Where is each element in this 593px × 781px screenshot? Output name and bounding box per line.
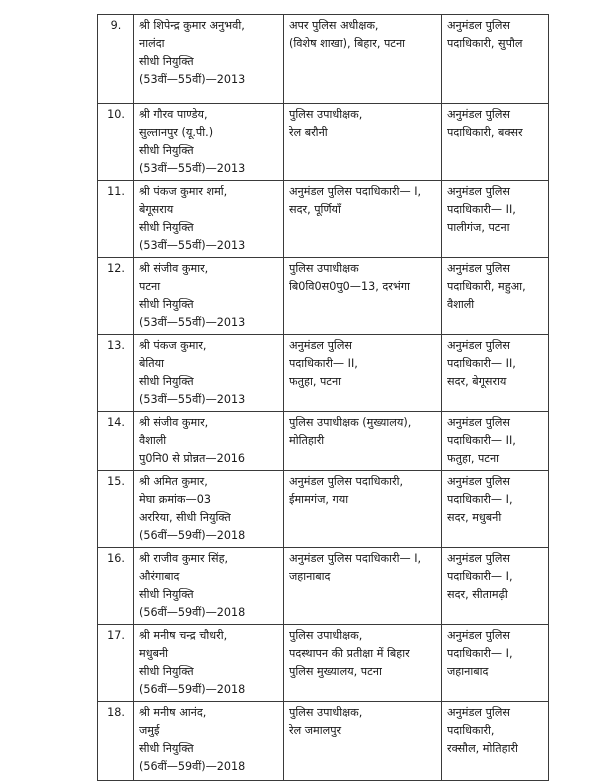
officer-appointment: सीधी नियुक्ति [139,742,194,755]
officer-cell [134,181,284,258]
new-posting-line: अनुमंडल पुलिस [447,19,510,32]
officer-name: श्री राजीव कुमार सिंह, [139,552,229,565]
new-posting-line: फतुहा, पटना [447,452,500,465]
officer-district: मधुबनी [139,647,169,660]
officer-appointment: सीधी नियुक्ति [139,665,194,678]
current-posting-line: अनुमंडल पुलिस पदाधिकारी— I, [289,552,422,565]
officer-appointment: सीधी नियुक्ति [139,144,194,157]
officer-appointment: सीधी नियुक्ति [139,55,194,68]
new-posting-line: अनुमंडल पुलिस [447,108,510,121]
table-row [98,181,549,258]
new-posting-line: पदाधिकारी— II, [447,357,516,370]
new-posting-line: पदाधिकारी— I, [447,570,513,583]
officer-batch: (56वीं—59वीं)—2018 [139,529,246,542]
current-posting-cell [284,702,442,781]
officer-name: श्री मनीष आनंद, [139,706,207,719]
current-posting-line: (विशेष शाखा), बिहार, पटना [289,37,406,50]
current-posting-line: अनुमंडल पुलिस [289,339,352,352]
current-posting-line: अपर पुलिस अधीक्षक, [289,19,379,32]
new-posting-cell [442,104,549,181]
officer-cell [134,335,284,412]
officer-merit-number: मेघा क्रमांक—03 [139,493,211,506]
current-posting-cell [284,471,442,548]
serial-number: 13. [98,335,134,412]
new-posting-line: पदाधिकारी— I, [447,647,513,660]
new-posting-line: रक्सौल, मोतिहारी [447,742,518,755]
officer-cell [134,104,284,181]
current-posting-line: रेल जमालपुर [289,724,342,737]
officer-cell [134,625,284,702]
table-row [98,104,549,181]
new-posting-cell [442,181,549,258]
officer-batch: (53वीं—55वीं)—2013 [139,162,246,175]
officer-cell [134,548,284,625]
current-posting-line: पुलिस मुख्यालय, पटना [289,665,382,678]
current-posting-cell [284,181,442,258]
officer-cell [134,258,284,335]
current-posting-line: अनुमंडल पुलिस पदाधिकारी— I, [289,185,422,198]
new-posting-line: सदर, मधुबनी [447,511,502,524]
transfer-table-body [98,15,549,781]
officer-district: वैशाली [139,434,167,447]
new-posting-line: पदाधिकारी, [447,724,495,737]
new-posting-line: अनुमंडल पुलिस [447,339,510,352]
new-posting-line: पालीगंज, पटना [447,221,510,234]
serial-number: 18. [98,702,134,781]
officer-name: श्री संजीव कुमार, [139,416,209,429]
current-posting-line: पुलिस उपाधीक्षक [289,262,359,275]
table-row [98,15,549,104]
serial-number: 10. [98,104,134,181]
officer-appointment: सीधी नियुक्ति [139,588,194,601]
new-posting-line: अनुमंडल पुलिस [447,416,510,429]
officer-name: श्री गौरव पाण्डेय, [139,108,208,121]
current-posting-line: सदर, पूर्णियाँ [289,203,341,216]
current-posting-line: बि0वि0स0पु0—13, दरभंगा [289,280,410,293]
current-posting-line: पुलिस उपाधीक्षक, [289,108,363,121]
current-posting-line: पदाधिकारी— II, [289,357,358,370]
officer-district: पटना [139,280,161,293]
officer-batch: (53वीं—55वीं)—2013 [139,316,246,329]
new-posting-line: अनुमंडल पुलिस [447,552,510,565]
current-posting-line: मोतिहारी [289,434,325,447]
current-posting-line: पुलिस उपाधीक्षक (मुख्यालय), [289,416,412,429]
new-posting-cell [442,625,549,702]
table-row [98,412,549,471]
new-posting-line: अनुमंडल पुलिस [447,185,510,198]
new-posting-cell [442,702,549,781]
officer-district: नालंदा [139,37,165,50]
new-posting-line: सदर, बेगूसराय [447,375,507,388]
new-posting-line: अनुमंडल पुलिस [447,629,510,642]
officer-batch: (56वीं—59वीं)—2018 [139,683,246,696]
transfer-table [97,14,549,781]
officer-name: श्री मनीष चन्द्र चौधरी, [139,629,228,642]
officer-name: श्री पंकज कुमार, [139,339,207,352]
new-posting-line: पदाधिकारी, बक्सर [447,126,523,139]
officer-cell [134,702,284,781]
serial-number: 17. [98,625,134,702]
officer-cell [134,15,284,104]
current-posting-line: पुलिस उपाधीक्षक, [289,629,363,642]
current-posting-cell [284,335,442,412]
new-posting-line: सदर, सीतामढ़ी [447,588,508,601]
new-posting-line: अनुमंडल पुलिस [447,706,510,719]
current-posting-line: पदस्थापन की प्रतीक्षा में बिहार [289,647,410,660]
new-posting-line: पदाधिकारी, सुपौल [447,37,523,50]
current-posting-line: रेल बरौनी [289,126,328,139]
current-posting-line: फतुहा, पटना [289,375,342,388]
current-posting-cell [284,625,442,702]
officer-district: बेतिया [139,357,165,370]
new-posting-line: पदाधिकारी— I, [447,493,513,506]
officer-cell [134,471,284,548]
officer-district: सुल्तानपुर (यू.पी.) [139,126,214,139]
serial-number: 12. [98,258,134,335]
current-posting-cell [284,412,442,471]
serial-number: 9. [98,15,134,104]
current-posting-line: जहानाबाद [289,570,331,583]
officer-batch: (56वीं—59वीं)—2018 [139,760,246,773]
current-posting-line: पुलिस उपाधीक्षक, [289,706,363,719]
current-posting-line: ईमामगंज, गया [289,493,349,506]
officer-name: श्री शिपेन्द्र कुमार अनुभवी, [139,19,245,32]
new-posting-line: पदाधिकारी— II, [447,203,516,216]
serial-number: 16. [98,548,134,625]
table-row [98,702,549,781]
current-posting-cell [284,15,442,104]
officer-appointment: अररिया, सीधी नियुक्ति [139,511,231,524]
officer-district: जमुई [139,724,160,737]
current-posting-line: अनुमंडल पुलिस पदाधिकारी, [289,475,404,488]
new-posting-cell [442,335,549,412]
officer-batch: (56वीं—59वीं)—2018 [139,606,246,619]
current-posting-cell [284,104,442,181]
officer-appointment: सीधी नियुक्ति [139,221,194,234]
serial-number: 11. [98,181,134,258]
officer-appointment: सीधी नियुक्ति [139,298,194,311]
officer-appointment: सीधी नियुक्ति [139,375,194,388]
new-posting-cell [442,471,549,548]
new-posting-line: वैशाली [447,298,475,311]
officer-batch: (53वीं—55वीं)—2013 [139,239,246,252]
new-posting-cell [442,548,549,625]
table-row [98,258,549,335]
new-posting-line: पदाधिकारी, महुआ, [447,280,526,293]
officer-name: श्री अमित कुमार, [139,475,208,488]
officer-appointment: पु0नि0 से प्रोन्नत—2016 [139,452,246,465]
officer-district: औरंगाबाद [139,570,180,583]
serial-number: 14. [98,412,134,471]
table-row [98,625,549,702]
new-posting-cell [442,258,549,335]
officer-batch: (53वीं—55वीं)—2013 [139,393,246,406]
current-posting-cell [284,548,442,625]
new-posting-cell [442,412,549,471]
officer-name: श्री पंकज कुमार शर्मा, [139,185,228,198]
officer-name: श्री संजीव कुमार, [139,262,209,275]
new-posting-line: अनुमंडल पुलिस [447,262,510,275]
serial-number: 15. [98,471,134,548]
new-posting-line: पदाधिकारी— II, [447,434,516,447]
officer-cell [134,412,284,471]
new-posting-line: जहानाबाद [447,665,489,678]
table-row [98,548,549,625]
current-posting-cell [284,258,442,335]
officer-district: बेगूसराय [139,203,174,216]
new-posting-line: अनुमंडल पुलिस [447,475,510,488]
new-posting-cell [442,15,549,104]
table-row [98,471,549,548]
officer-batch: (53वीं—55वीं)—2013 [139,73,246,86]
table-row [98,335,549,412]
